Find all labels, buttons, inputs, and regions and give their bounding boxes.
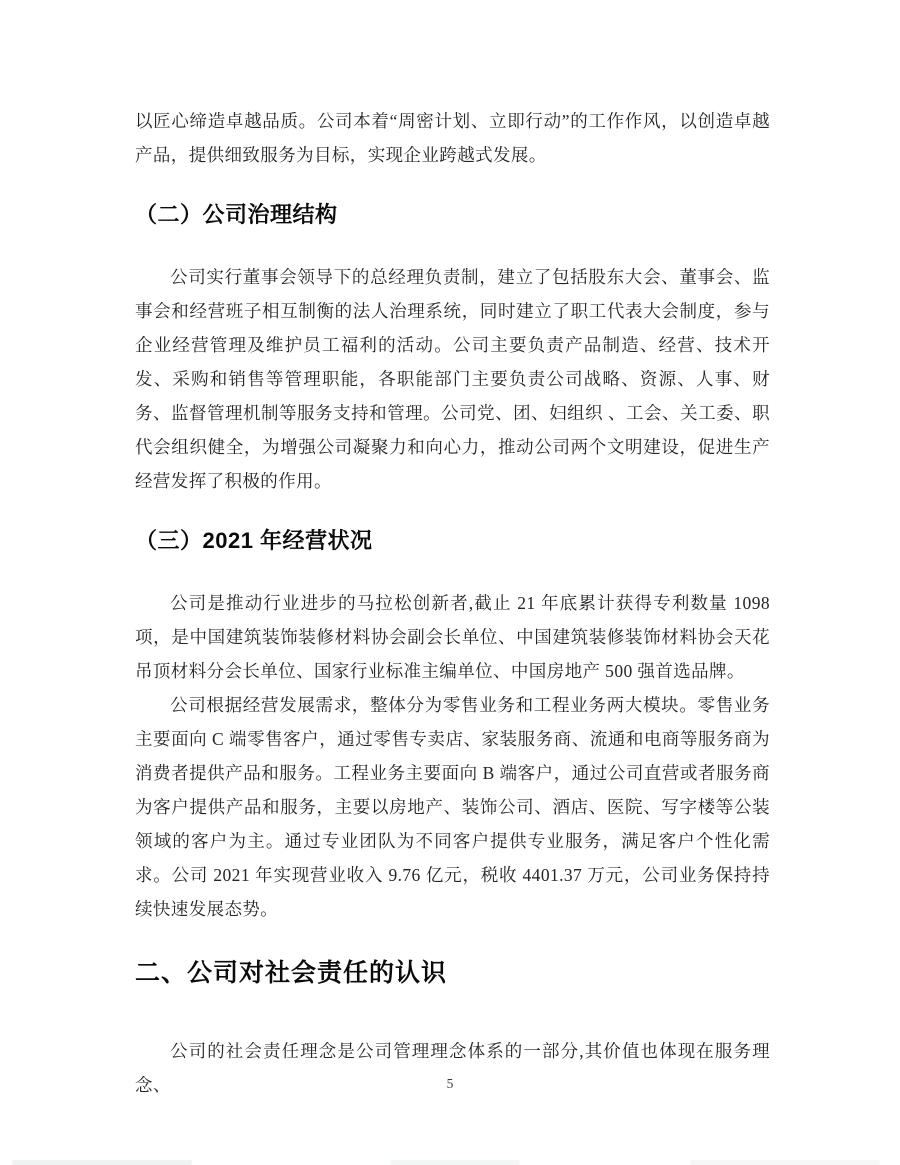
scan-artifact <box>690 1160 880 1165</box>
section-heading: （三）2021 年经营状况 <box>135 528 373 553</box>
section-heading: （二）公司治理结构 <box>135 202 338 227</box>
body-paragraph: 公司实行董事会领导下的总经理负责制，建立了包括股东大会、董事会、监事会和经营班子相互制衡的法人治理系统，同时建立了职工代表大会制度，参与企业经营管理及维护员工福利的活动。公司主要负责产品制造、经营、技术开发、采购和销售等管理职能，各职能部门主要负责公司战略、资源、人事、财务、监督管理机制等服务支持和管理。公司党、团、妇组织 、工会、关工委、职代会组织健全，为增强公司凝聚力和向心力，推动公司两个文明建设，促进生产经营发挥了积极的作用。 <box>135 267 770 491</box>
scan-artifact <box>12 1160 192 1165</box>
body-paragraph: 公司的社会责任理念是公司管理理念体系的一部分,其价值也体现在服务理念、 <box>135 1041 770 1095</box>
body-paragraph: 公司是推动行业进步的马拉松创新者,截止 21 年底累计获得专利数量 1098 项，是中国建筑装饰装修材料协会副会长单位、中国建筑装修装饰材料协会天花吊顶材料分会长单位、国家行业标准主编单位、中国房地产 500 强首选品牌。 <box>135 593 770 681</box>
body-paragraph: 公司根据经营发展需求，整体分为零售业务和工程业务两大模块。零售业务主要面向 C 端零售客户，通过零售专卖店、家装服务商、流通和电商等服务商为消费者提供产品和服务。工程业务主要面向 B 端客户，通过公司直营或者服务商为客户提供产品和服务，主要以房地产、装饰公司、酒店、医院、写字楼等公装领域的客户为主。通过专业团队为不同客户提供专业服务，满足客户个性化需求。公司 2021 年实现营业收入 9.76 亿元，税收 4401.37 万元，公司业务保持持续快速发展态势。 <box>135 695 770 919</box>
page-number: 5 <box>446 1076 454 1091</box>
chapter-heading: 二、公司对社会责任的认识 <box>135 959 448 987</box>
body-paragraph: 以匠心缔造卓越品质。公司本着“周密计划、立即行动”的工作作风，以创造卓越产品，提供细致服务为目标，实现企业跨越式发展。 <box>135 111 770 165</box>
scan-artifact <box>390 1160 520 1165</box>
